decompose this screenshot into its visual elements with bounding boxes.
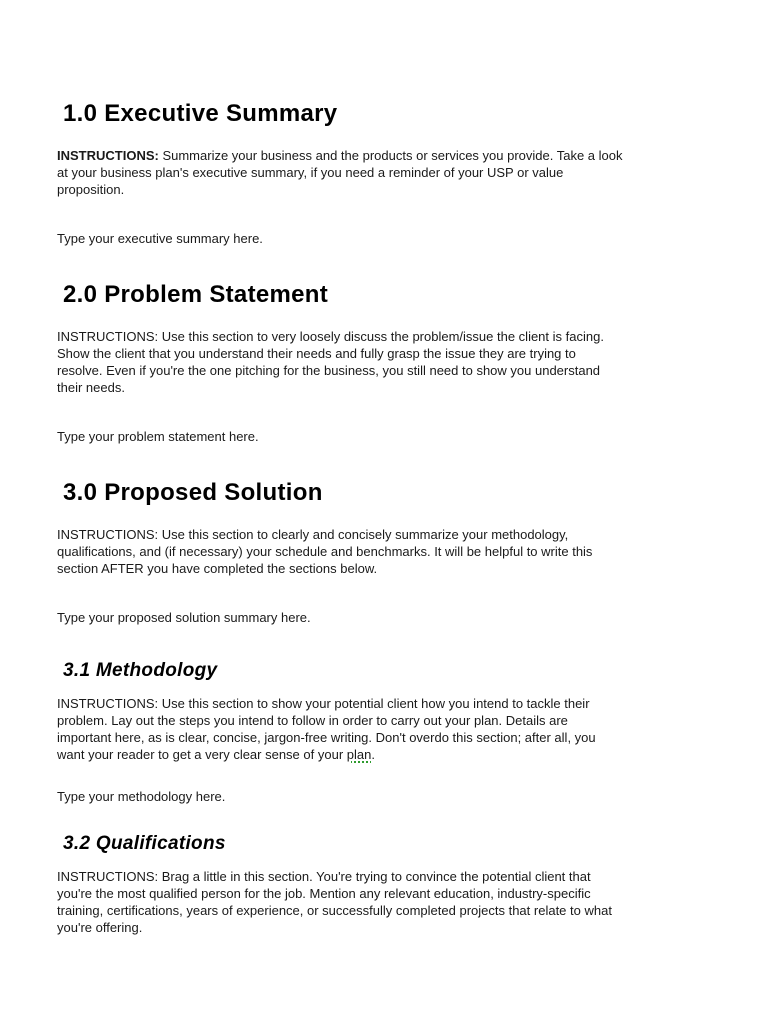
instructions-text: Use this section to show your potential client how you intend to tackle their problem. Lay out the steps you intend to follow in order to carry out your plan. Details are important here, as is clear, concise, jargon-free writing. Don't overdo this section; after all, you want your reader to get a very clear sense of your plan. bbox=[57, 696, 596, 762]
instructions-text: Brag a little in this section. You're trying to convince the potential client that you're the most qualified person for the job. Mention any relevant education, industry-specific training, certifications, years of experience, or successfully completed projects that relate to what you're offering. bbox=[57, 869, 612, 935]
instructions-text: Use this section to very loosely discuss the problem/issue the client is facing. Show the client that you understand their needs and fully grasp the issue they are trying to resolve. Even if you're the one pitching for the business, you still need to show you understand their needs. bbox=[57, 329, 604, 395]
grammar-flagged-word[interactable]: plan bbox=[346, 747, 372, 762]
section-3-1 bbox=[57, 660, 718, 805]
section-heading-section-1-0: 1.0 Executive Summary bbox=[63, 100, 338, 127]
section-3-0 bbox=[57, 479, 718, 626]
section-heading-section-3-1: 3.1 Methodology bbox=[63, 660, 218, 681]
section-instructions bbox=[57, 328, 718, 396]
section-heading-section-3-2: 3.2 Qualifications bbox=[63, 833, 226, 854]
section-instructions bbox=[57, 147, 718, 198]
instructions-label: INSTRUCTIONS: bbox=[57, 696, 159, 711]
instructions-label: INSTRUCTIONS: bbox=[57, 329, 159, 344]
instructions-label: INSTRUCTIONS: bbox=[57, 869, 159, 884]
section-heading-section-2-0: 2.0 Problem Statement bbox=[63, 281, 329, 308]
placeholder-text[interactable]: Type your problem statement here. bbox=[57, 429, 259, 444]
instructions-text: Summarize your business and the products or services you provide. Take a look at your business plan's executive summary, if you need a reminder of your USP or value proposition. bbox=[57, 148, 623, 197]
section-3-2 bbox=[57, 833, 718, 936]
instructions-text: Use this section to clearly and concisely summarize your methodology, qualifications, and (if necessary) your schedule and benchmarks. It will be helpful to write this section AFTER you have completed the sections below. bbox=[57, 527, 593, 576]
section-instructions bbox=[57, 695, 718, 763]
instructions-label: INSTRUCTIONS: bbox=[57, 527, 159, 542]
section-heading-section-3-0: 3.0 Proposed Solution bbox=[63, 479, 323, 506]
document-sections bbox=[57, 100, 718, 936]
section-2-0 bbox=[57, 281, 718, 445]
instructions-label: INSTRUCTIONS: bbox=[57, 148, 159, 163]
section-instructions bbox=[57, 868, 718, 936]
placeholder-text[interactable]: Type your executive summary here. bbox=[57, 231, 263, 246]
placeholder-text[interactable]: Type your proposed solution summary here. bbox=[57, 610, 311, 625]
placeholder-text[interactable]: Type your methodology here. bbox=[57, 789, 226, 804]
section-instructions bbox=[57, 526, 718, 577]
section-1-0 bbox=[57, 100, 718, 247]
